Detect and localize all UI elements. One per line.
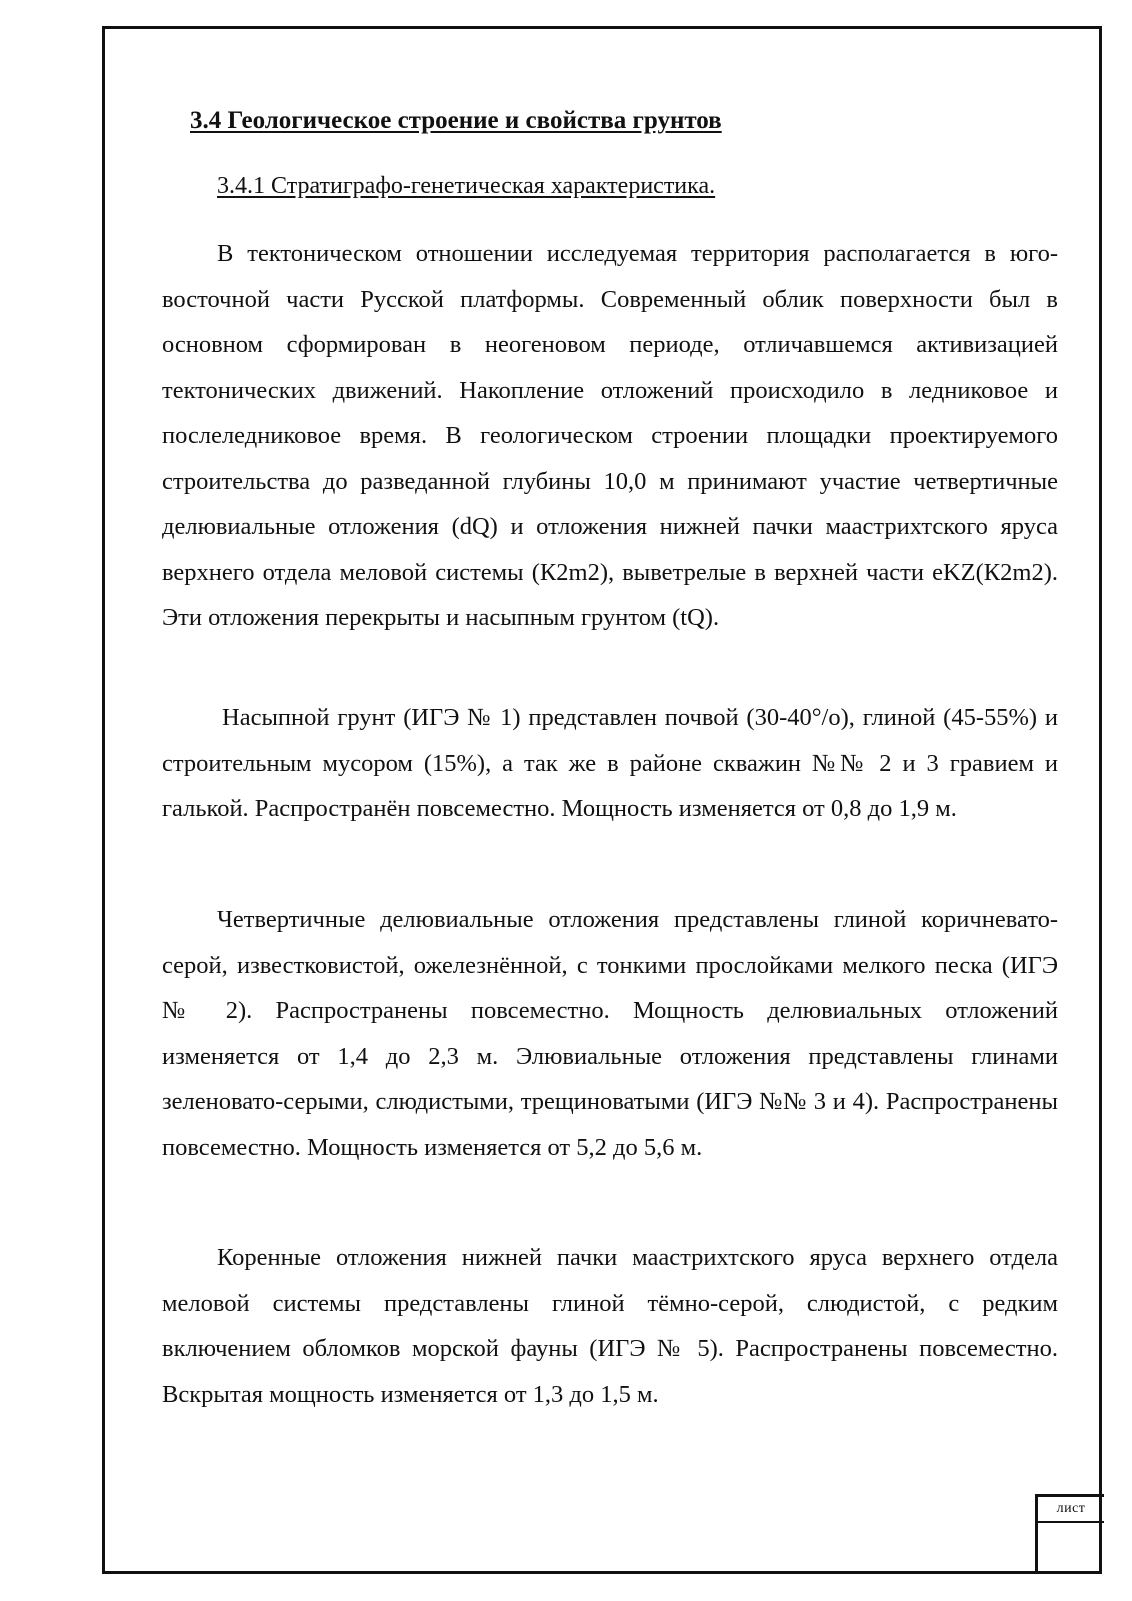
section-heading: 3.4 Геологическое строение и свойства грунтов: [190, 107, 722, 134]
sheet-label: лист: [1038, 1497, 1104, 1523]
paragraph-fill-soil: Насыпной грунт (ИГЭ № 1) представлен почвой (30-40°/о), глиной (45-55%) и строительным мусором (15%), а так же в районе скважин №№ 2 и 3 гравием и галькой. Распространён повсеместно. Мощность изменяется от 0,8 до 1,9 м.: [162, 704, 1058, 822]
paragraph-quaternary-deposits: Четвертичные делювиальные отложения представлены глиной коричневато-серой, известковистой, ожелезнённой, с тонкими прослойками мелкого песка (ИГЭ № 2). Распространены повсеместно. Мощность делювиальных отложений изменяется от 1,4 до 2,3 м. Элювиальные отложения представлены глинами зеленовато-серыми, слюдистыми, трещиноватыми (ИГЭ №№ 3 и 4). Распространены повсеместно. Мощность изменяется от 5,2 до 5,6 м.: [162, 906, 1058, 1161]
paragraph-bedrock-deposits: Коренные отложения нижней пачки маастрихтского яруса верхнего отдела меловой системы представлены глиной тёмно-серой, слюдистой, с редким включением обломков морской фауны (ИГЭ № 5). Распространены повсеместно. Вскрытая мощность изменяется от 1,3 до 1,5 м.: [162, 1244, 1058, 1408]
subsection-heading: 3.4.1 Стратиграфо-генетическая характеристика.: [217, 173, 716, 199]
paragraph-tectonics: В тектоническом отношении исследуемая территория располагается в юго-восточной части Русской платформы. Современный облик поверхности был в основном сформирован в неогеновом периоде, отличавшемся активизацией тектонических движений. Накопление отложений происходило в ледниковое и послеледниковое время. В геологическом строении площадки проектируемого строительства до разведанной глубины 10,0 м принимают участие четвертичные делювиальные отложения (dQ) и отложения нижней пачки маастрихтского яруса верхнего отдела меловой системы (К2m2), выветрелые в верхней части eKZ(К2m2). Эти отложения перекрыты и насыпным грунтом (tQ).: [162, 240, 1058, 631]
sheet-number-box: [1035, 1494, 1104, 1574]
